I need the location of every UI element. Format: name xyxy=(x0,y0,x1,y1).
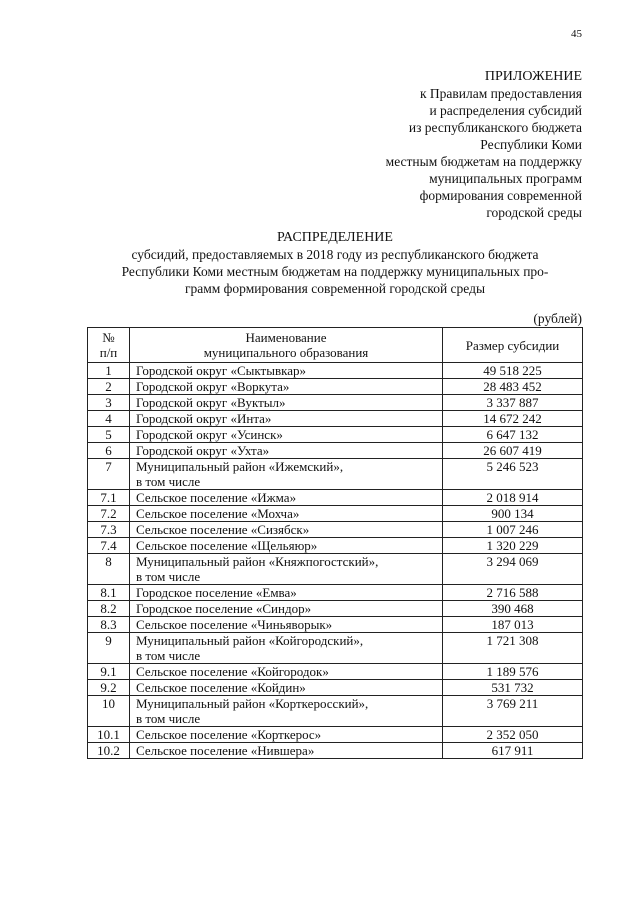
table-row xyxy=(88,727,583,743)
row-municipality xyxy=(130,427,443,443)
row-number: 8.1 xyxy=(88,585,130,601)
row-amount: 26 607 419 xyxy=(443,443,583,459)
table-row xyxy=(88,554,583,585)
row-number: 7 xyxy=(88,459,130,490)
header-name: Наименование муниципального образования xyxy=(130,328,443,363)
title-line: Республики Коми местным бюджетам на поддержку муниципальных про- xyxy=(121,264,549,279)
row-number: 9.1 xyxy=(88,664,130,680)
row-number: 7.3 xyxy=(88,522,130,538)
municipality-name: Городское поселение «Синдор» xyxy=(136,601,312,616)
row-municipality xyxy=(130,601,443,617)
table-row xyxy=(88,743,583,759)
row-municipality xyxy=(130,585,443,601)
municipality-name: Городской округ «Усинск» xyxy=(136,427,283,442)
municipality-name: Сельское поселение «Нившера» xyxy=(136,743,315,758)
row-municipality xyxy=(130,680,443,696)
header-amount: Размер субсидии xyxy=(443,328,583,363)
row-amount: 617 911 xyxy=(443,743,583,759)
row-amount: 28 483 452 xyxy=(443,379,583,395)
table-row xyxy=(88,617,583,633)
table-row xyxy=(88,506,583,522)
table-row xyxy=(88,490,583,506)
row-amount: 1 007 246 xyxy=(443,522,583,538)
row-municipality xyxy=(130,554,443,585)
row-amount: 49 518 225 xyxy=(443,363,583,379)
municipality-name: Муниципальный район «Княжпогостский», xyxy=(136,554,379,569)
appendix-line: Республики Коми xyxy=(480,137,582,152)
appendix-line: местным бюджетам на поддержку xyxy=(385,154,582,169)
title-heading: РАСПРЕДЕЛЕНИЕ xyxy=(277,230,393,245)
table-row xyxy=(88,585,583,601)
municipality-name: Городской округ «Воркута» xyxy=(136,379,290,394)
row-amount: 6 647 132 xyxy=(443,427,583,443)
municipality-name: Сельское поселение «Чиньяворык» xyxy=(136,617,333,632)
row-number: 8 xyxy=(88,554,130,585)
table-row xyxy=(88,411,583,427)
row-municipality xyxy=(130,459,443,490)
row-municipality xyxy=(130,617,443,633)
table-row xyxy=(88,680,583,696)
municipality-name: Сельское поселение «Щельяюр» xyxy=(136,538,318,553)
row-amount: 1 189 576 xyxy=(443,664,583,680)
subsidy-table xyxy=(87,327,583,759)
row-municipality xyxy=(130,395,443,411)
row-amount: 14 672 242 xyxy=(443,411,583,427)
row-number: 10 xyxy=(88,696,130,727)
municipality-name: Городской округ «Ухта» xyxy=(136,443,270,458)
page-number: 45 xyxy=(571,28,582,40)
municipality-name: Сельское поселение «Ижма» xyxy=(136,490,297,505)
row-amount: 3 769 211 xyxy=(443,696,583,727)
row-amount: 2 018 914 xyxy=(443,490,583,506)
row-municipality xyxy=(130,379,443,395)
row-amount: 2 716 588 xyxy=(443,585,583,601)
municipality-name: Муниципальный район «Корткеросский», xyxy=(136,696,369,711)
row-municipality xyxy=(130,664,443,680)
table-row xyxy=(88,395,583,411)
row-amount: 1 721 308 xyxy=(443,633,583,664)
municipality-name: Сельское поселение «Мохча» xyxy=(136,506,300,521)
appendix-line: и распределения субсидий xyxy=(429,103,582,118)
table-row xyxy=(88,633,583,664)
municipality-name: Городской округ «Инта» xyxy=(136,411,272,426)
row-number: 7.1 xyxy=(88,490,130,506)
row-municipality xyxy=(130,538,443,554)
table-row xyxy=(88,601,583,617)
municipality-name-note: в том числе xyxy=(136,648,201,663)
row-number: 4 xyxy=(88,411,130,427)
row-number: 8.3 xyxy=(88,617,130,633)
municipality-name: Муниципальный район «Ижемский», xyxy=(136,459,344,474)
row-number: 5 xyxy=(88,427,130,443)
municipality-name-note: в том числе xyxy=(136,711,201,726)
row-number: 7.2 xyxy=(88,506,130,522)
table-row xyxy=(88,664,583,680)
table-row xyxy=(88,522,583,538)
row-amount: 5 246 523 xyxy=(443,459,583,490)
municipality-name-note: в том числе xyxy=(136,569,201,584)
row-municipality xyxy=(130,490,443,506)
table-row xyxy=(88,379,583,395)
table-row xyxy=(88,538,583,554)
appendix-line: муниципальных программ xyxy=(429,171,582,186)
table-header-row xyxy=(88,328,583,363)
title-line: субсидий, предоставляемых в 2018 году из республиканского бюджета xyxy=(131,247,539,262)
row-number: 10.2 xyxy=(88,743,130,759)
table-row xyxy=(88,459,583,490)
document-title xyxy=(70,229,600,297)
table-row xyxy=(88,363,583,379)
row-municipality xyxy=(130,363,443,379)
appendix-line: городской среды xyxy=(486,205,582,220)
row-number: 9.2 xyxy=(88,680,130,696)
row-municipality xyxy=(130,633,443,664)
row-amount: 3 294 069 xyxy=(443,554,583,585)
table-row xyxy=(88,696,583,727)
row-number: 10.1 xyxy=(88,727,130,743)
units-label: (рублей) xyxy=(533,311,582,326)
row-amount: 2 352 050 xyxy=(443,727,583,743)
municipality-name: Сельское поселение «Сизябск» xyxy=(136,522,310,537)
municipality-name: Городской округ «Сыктывкар» xyxy=(136,363,306,378)
municipality-name: Сельское поселение «Койгородок» xyxy=(136,664,329,679)
row-municipality xyxy=(130,743,443,759)
municipality-name: Городское поселение «Емва» xyxy=(136,585,297,600)
header-number: № п/п xyxy=(88,328,130,363)
row-amount: 531 732 xyxy=(443,680,583,696)
row-number: 3 xyxy=(88,395,130,411)
appendix-line: из республиканского бюджета xyxy=(408,120,582,135)
row-number: 8.2 xyxy=(88,601,130,617)
title-line: грамм формирования современной городской среды xyxy=(184,281,486,296)
row-number: 1 xyxy=(88,363,130,379)
municipality-name: Сельское поселение «Койдин» xyxy=(136,680,306,695)
row-number: 9 xyxy=(88,633,130,664)
row-number: 2 xyxy=(88,379,130,395)
row-amount: 3 337 887 xyxy=(443,395,583,411)
table-row xyxy=(88,443,583,459)
row-number: 6 xyxy=(88,443,130,459)
municipality-name: Муниципальный район «Койгородский», xyxy=(136,633,364,648)
row-municipality xyxy=(130,727,443,743)
row-municipality xyxy=(130,506,443,522)
row-number: 7.4 xyxy=(88,538,130,554)
row-amount: 900 134 xyxy=(443,506,583,522)
row-municipality xyxy=(130,411,443,427)
row-amount: 1 320 229 xyxy=(443,538,583,554)
row-municipality xyxy=(130,696,443,727)
appendix-line: формирования современной xyxy=(419,188,582,203)
appendix-heading: ПРИЛОЖЕНИЕ xyxy=(484,69,582,84)
row-municipality xyxy=(130,443,443,459)
row-municipality xyxy=(130,522,443,538)
row-amount: 187 013 xyxy=(443,617,583,633)
municipality-name: Сельское поселение «Корткерос» xyxy=(136,727,322,742)
table-row xyxy=(88,427,583,443)
appendix-line: к Правилам предоставления xyxy=(419,86,582,101)
appendix-block xyxy=(386,68,582,221)
row-amount: 390 468 xyxy=(443,601,583,617)
municipality-name: Городской округ «Вуктыл» xyxy=(136,395,286,410)
municipality-name-note: в том числе xyxy=(136,474,201,489)
